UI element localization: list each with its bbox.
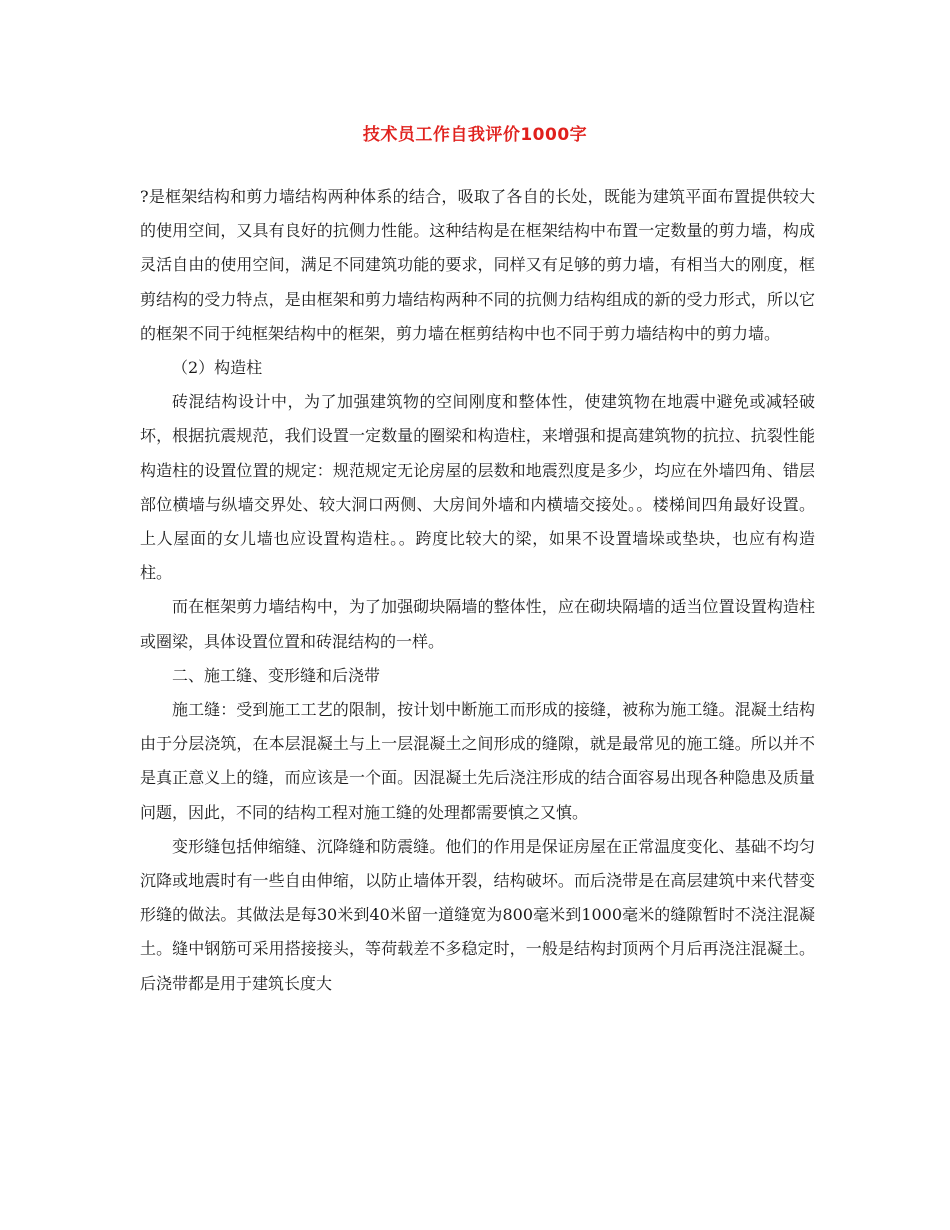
section-heading-joints: 二、施工缝、变形缝和后浇带: [172, 665, 381, 685]
document-body: [140, 180, 815, 1001]
paragraph-frame-shear-wall: ?是框架结构和剪力墙结构两种体系的结合，吸取了各自的长处，既能为建筑平面布置提供较大的使用空间，又具有良好的抗侧力性能。这种结构是在框架结构中布置一定数量的剪力墙，构成灵活自由的使用空间，满足不同建筑功能的要求，同样又有足够的剪力墙，有相当大的刚度，框剪结构的受力特点，是由框架和剪力墙结构两种不同的抗侧力结构组成的新的受力形式，所以它的框架不同于纯框架结构中的框架，剪力墙在框剪结构中也不同于剪力墙结构中的剪力墙。: [140, 187, 815, 343]
section-heading-constructional-column: （2）构造柱: [172, 358, 263, 378]
paragraph-frame-shear-wall-block: 而在框架剪力墙结构中，为了加强砌块隔墙的整体性，应在砌块隔墙的适当位置设置构造柱或圈梁，具体设置位置和砖混结构的一样。: [140, 597, 815, 651]
paragraph-construction-joint: 施工缝：受到施工工艺的限制，按计划中断施工而形成的接缝，被称为施工缝。混凝土结构由于分层浇筑，在本层混凝土与上一层混凝土之间形成的缝隙，就是最常见的施工缝。所以并不是真正意义上的缝，而应该是一个面。因混凝土先后浇注形成的结合面容易出现各种隐患及质量问题，因此，不同的结构工程对施工缝的处理都需要慎之又慎。: [140, 700, 815, 822]
document-title: 技术员工作自我评价1000字: [362, 125, 588, 145]
paragraph-brick-concrete: 砖混结构设计中，为了加强建筑物的空间刚度和整体性，使建筑物在地震中避免或减轻破坏，根据抗震规范，我们设置一定数量的圈梁和构造柱，来增强和提高建筑物的抗拉、抗裂性能构造柱的设置位置的规定：规范规定无论房屋的层数和地震烈度是多少，均应在外墙四角、错层部位横墙与纵墙交界处、较大洞口两侧、大房间外墙和内横墙交接处。。楼梯间四角最好设置。上人屋面的女儿墙也应设置构造柱。。跨度比较大的梁，如果不设置墙垛或垫块，也应有构造柱。: [140, 392, 815, 583]
paragraph-deformation-joint: 变形缝包括伸缩缝、沉降缝和防震缝。他们的作用是保证房屋在正常温度变化、基础不均匀沉降或地震时有一些自由伸缩，以防止墙体开裂，结构破坏。而后浇带是在高层建筑中来代替变形缝的做法。其做法是每30米到40米留一道缝宽为800毫米到1000毫米的缝隙暂时不浇注混凝土。缝中钢筋可采用搭接接头，等荷载差不多稳定时，一般是结构封顶两个月后再浇注混凝土。后浇带都是用于建筑长度大: [140, 836, 815, 993]
